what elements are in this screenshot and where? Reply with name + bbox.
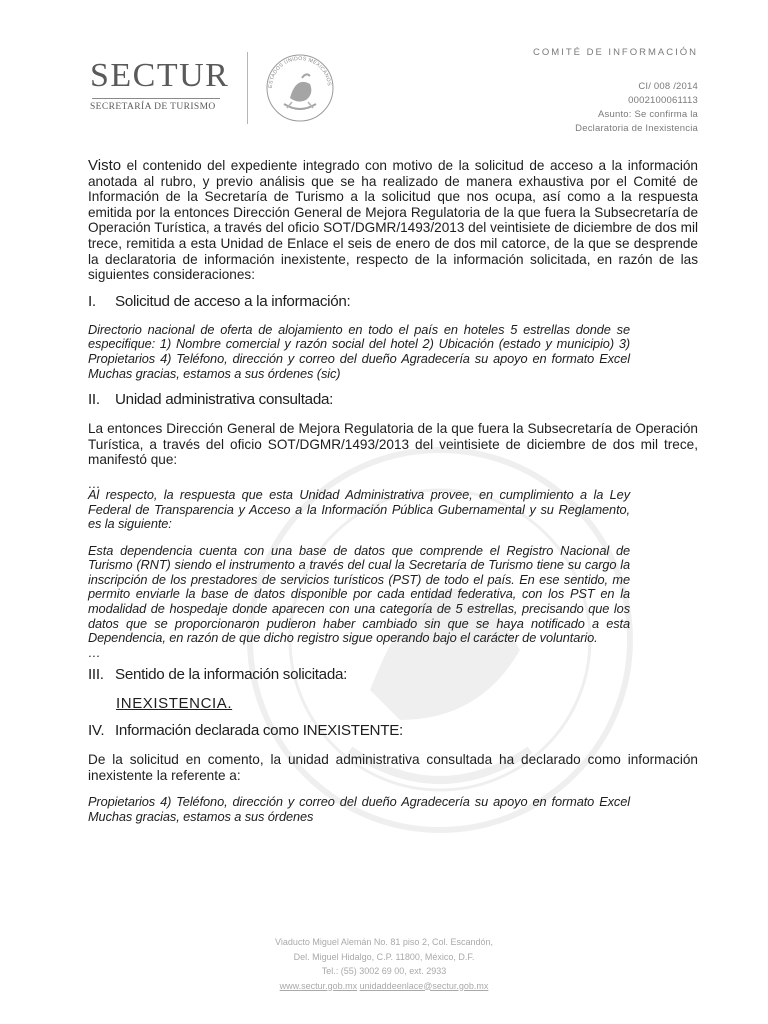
intro-text: el contenido del expediente integrado con motivo de la solicitud de acceso a la información anotada al rubro, y previo análisis que se ha realizado de manera exhaustiva por el Comité de Información de la Secretaría de Turismo a la solicitud que nos ocupa, así como a la respuesta emitida por la entonces Dirección General de Mejora Regulatoria de la que fuera la Subsecretaría de Operación Turística, a través del oficio SOT/DGMR/1493/2013 del veintisiete de diciembre de dos mil trece, remitida a esta Unidad de Enlace el seis de enero de dos mil catorce, de la que se desprende la declaratoria de información inexistente, respecto de la información solicitada, en razón de las siguientes consideraciones:	[88, 158, 698, 283]
section-heading	[88, 666, 698, 684]
intro-paragraph	[88, 158, 698, 283]
logo-divider	[247, 52, 248, 124]
section-number: III.	[88, 666, 104, 684]
ellipsis-close: …	[88, 644, 101, 660]
footer-phone: Tel.: (55) 3002 69 00, ext. 2933	[321, 966, 447, 976]
section-title: Unidad administrativa consultada:	[115, 391, 334, 409]
section-title: Solicitud de acceso a la información:	[115, 292, 351, 310]
document-body	[88, 158, 698, 824]
footer-address-1: Viaducto Miguel Alemán No. 81 piso 2, Col. Escandón,	[275, 937, 493, 947]
subject-line-1: Asunto: Se confirma la	[598, 109, 698, 120]
section-number: I.	[88, 292, 96, 310]
request-quote: Directorio nacional de oferta de alojamiento en todo el país en hoteles 5 estrellas donde se especifique: 1) Nombre comercial y razón social del hotel 2) Ubicación (estado y municipio) 3) Propietarios 4) Teléfono, dirección y correo del dueño Agradecería su apoyo en formato Excel Muchas gracias, estamos a sus órdenes (sic)	[88, 321, 630, 381]
section-heading	[88, 293, 698, 311]
inexistent-quote: Propietarios 4) Teléfono, dirección y correo del dueño Agradecería su apoyo en formato Excel Muchas gracias, estamos a sus órdenes	[88, 794, 630, 824]
footer-address-2: Del. Miguel Hidalgo, C.P. 11800, México, D.F.	[293, 951, 475, 962]
ellipsis-open: …	[88, 475, 101, 491]
document-reference	[533, 47, 698, 136]
unit-quote-1: Al respecto, la respuesta que esta Unidad Administrativa provee, en cumplimiento a la Ley Federal de Transparencia y Acceso a la Información Pública Gubernamental y su Reglamento, es la siguiente:	[88, 486, 630, 532]
logo-subtitle: SECRETARÍA DE TURISMO	[90, 102, 216, 112]
request-number: 0002100061113	[628, 95, 698, 106]
inexistent-paragraph: De la solicitud en comento, la unidad administrativa consultada ha declarado como información inexistente la referente a:	[88, 752, 698, 783]
unit-paragraph: La entonces Dirección General de Mejora Regulatoria de la que fuera la Subsecretaría de Operación Turística, a través del oficio SOT/DGMR/1493/2013 del veintisiete de diciembre de dos mil trece, manifestó que:	[88, 421, 698, 468]
section-title: Información declarada como INEXISTENTE:	[115, 722, 403, 740]
committee-name: COMITÉ DE INFORMACIÓN	[533, 47, 698, 58]
section-number: II.	[88, 391, 100, 409]
unit-quote-2: Esta dependencia cuenta con una base de datos que comprende el Registro Nacional de Turismo (RNT) siendo el instrumento a través del cual la Secretaría de Turismo tiene su cargo la inscripción de los prestadores de servicios turísticos (PST) de todo el país. En ese sentido, me permito enviarle la base de datos disponible por cada entidad federativa, con los PST en la modalidad de hospedaje donde aparecen con una categoría de 5 estrellas, precisando que los datos que se proporcionaron pudieron haber cambiado sin que se haya notificado a esta Dependencia, en razón de que dicho registro sigue operando bajo el carácter de voluntario.	[88, 542, 630, 646]
mexico-seal-icon	[262, 48, 338, 124]
email-link[interactable]: unidaddeenlace@sectur.gob.mx	[359, 980, 489, 991]
file-number: CI/ 008 /2014	[638, 81, 698, 92]
footer-links	[0, 979, 768, 994]
logo-text: SECTUR	[90, 57, 230, 94]
logo-rule	[92, 98, 220, 99]
section-heading	[88, 391, 698, 409]
page-footer	[0, 935, 768, 993]
inexistence-value: INEXISTENCIA.	[116, 695, 233, 713]
section-heading	[88, 722, 698, 740]
subject-line-2: Declaratoria de Inexistencia	[575, 123, 698, 134]
intro-lead-word: Visto	[88, 157, 122, 174]
section-title: Sentido de la información solicitada:	[115, 666, 348, 684]
section-number: IV.	[88, 722, 105, 740]
sectur-logo	[90, 58, 240, 112]
seal-text: ESTADOS UNIDOS MEXICANOS	[267, 55, 332, 89]
website-link[interactable]: www.sectur.gob.mx	[279, 980, 358, 991]
